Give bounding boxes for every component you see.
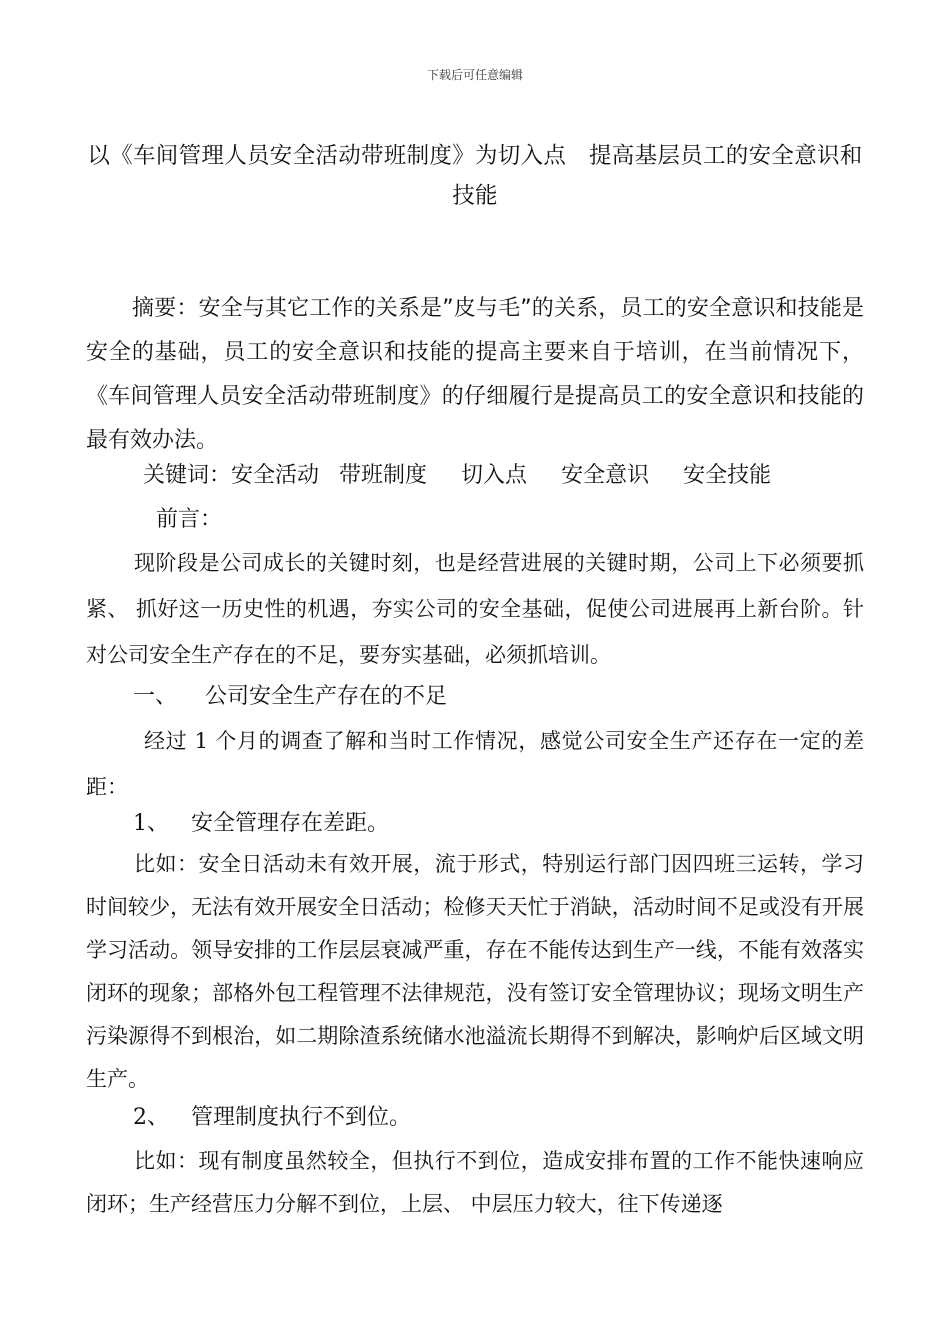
point-paragraph: 比如：安全日活动未有效开展，流于形式，特别运行部门因四班三运转，学习时间较少，无法有效开展安全日活动；检修天天忙于消缺，活动时间不足或没有开展学习活动。领导安排的工作层层衰减严重，存在不能传达到生产一线，不能有效落实闭环的现象；部格外包工程管理不法律规范，没有签订安全管理协议；现场文明生产污染源得不到根治，如二期除渣系统储水池溢流长期得不到解决，影响炉后区域文明生产。 (86, 852, 864, 1091)
point-title: 安全管理存在差距。 (191, 811, 390, 836)
point-paragraph: 比如：现有制度虽然较全，但执行不到位，造成安排布置的工作不能快速响应闭环；生产经营压力分解不到位，上层、 中层压力较大，往下传递逐 (86, 1149, 864, 1216)
preface-label: 前言： (156, 507, 223, 532)
section-title: 公司安全生产存在的不足 (205, 684, 448, 709)
abstract-paragraph: 摘要：安全与其它工作的关系是”皮与毛”的关系，员工的安全意识和技能是安全的基础，员工的安全意识和技能的提高主要来自于培训，在当前情况下，《车间管理人员安全活动带班制度》的仔细履行是提高员工的安全意识和技能的最有效办法。 (86, 296, 864, 453)
point-title: 管理制度执行不到位。 (191, 1105, 412, 1130)
keyword: 切入点 (461, 463, 528, 488)
survey-paragraph: 经过 1 个月的调查了解和当时工作情况，感觉公司安全生产还存在一定的差距： (86, 729, 864, 799)
point-number: 1、 (133, 811, 169, 836)
section-number: 一、 (133, 684, 178, 709)
keyword: 安全活动 (231, 463, 320, 488)
keywords-line (143, 456, 921, 496)
point-number: 2、 (133, 1105, 169, 1130)
keyword: 带班制度 (339, 463, 428, 488)
document-title: 以《车间管理人员安全活动带班制度》为切入点 提高基层员工的安全意识和技能 (87, 143, 863, 209)
keyword: 安全意识 (561, 463, 650, 488)
point-heading (133, 804, 911, 844)
header-note: 下载后可任意编辑 (426, 68, 523, 82)
point-heading (133, 1098, 911, 1138)
section-heading (133, 677, 911, 717)
intro-paragraph: 现阶段是公司成长的关键时刻，也是经营进展的关键时期，公司上下必须要抓紧、 抓好这一历史性的机遇，夯实公司的安全基础，促使公司进展再上新台阶。针对公司安全生产存在的不足，要夯实基础，必须抓培训。 (86, 551, 864, 667)
keyword: 安全技能 (683, 463, 772, 488)
keywords-label: 关键词： (143, 463, 232, 488)
